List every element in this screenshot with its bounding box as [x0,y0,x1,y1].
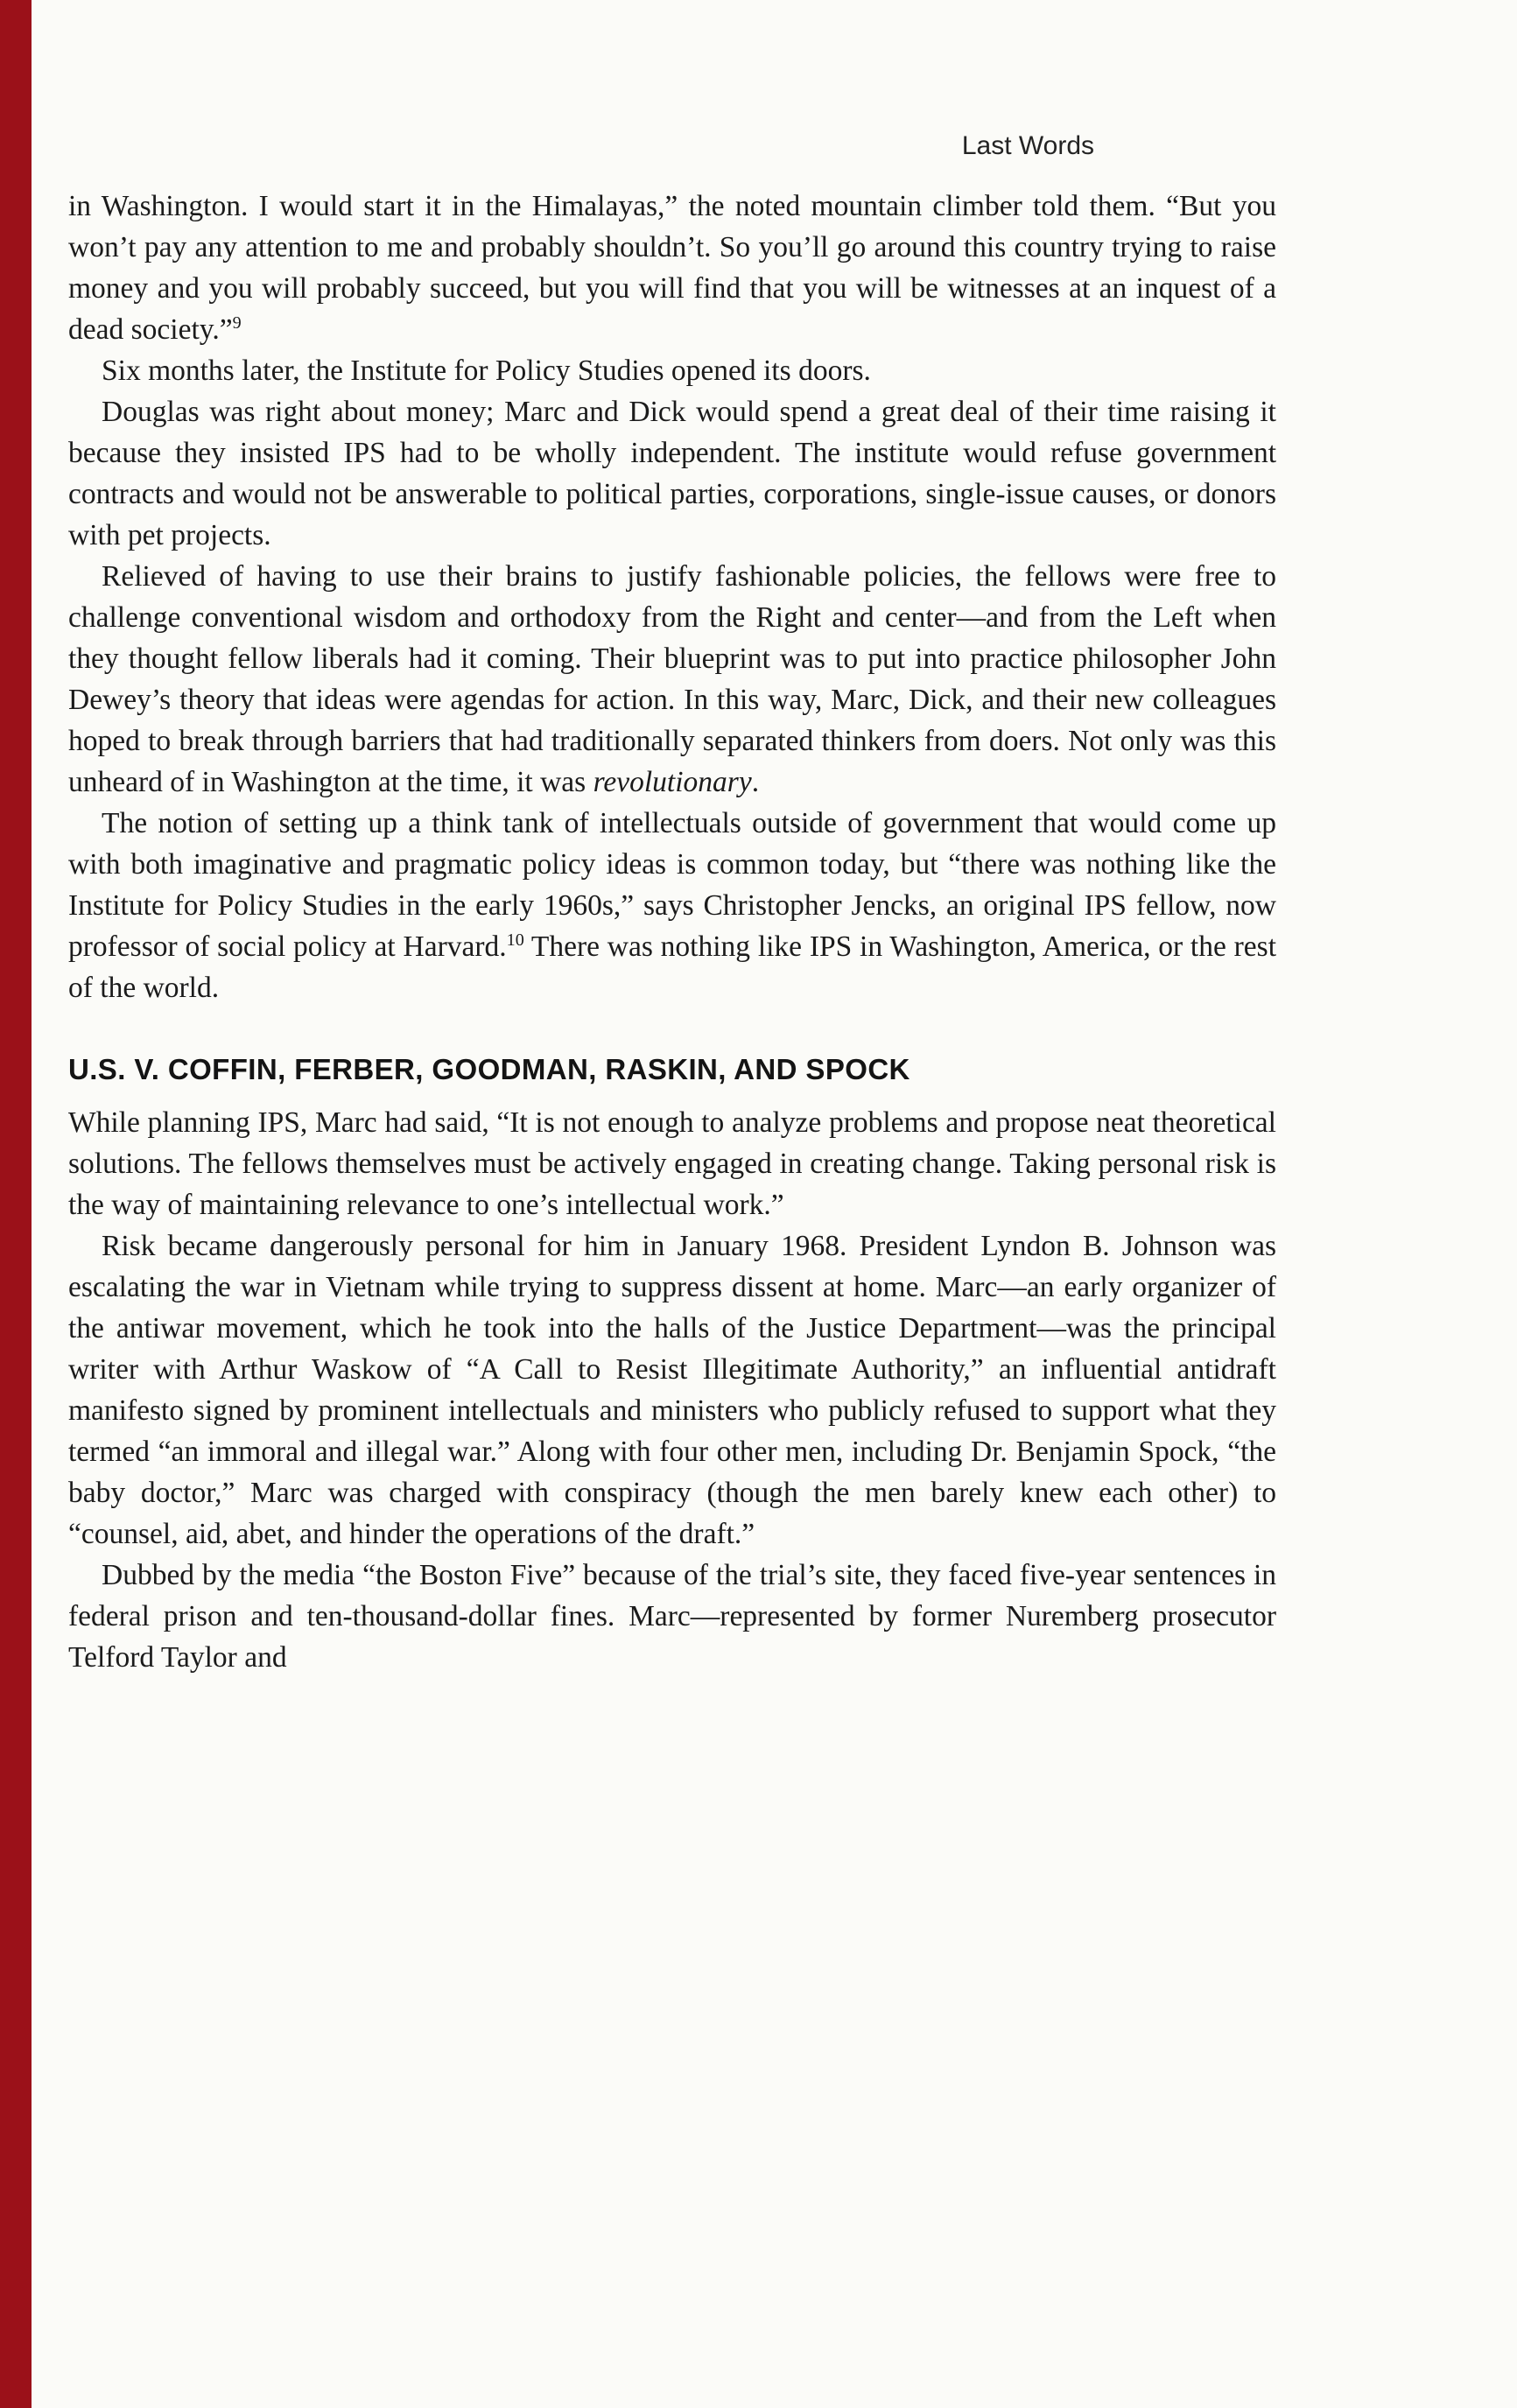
paragraph [68,1555,1276,1678]
text-run: There was nothing like IPS in Washington, America, or the rest of the world. [68,930,1277,1004]
footnote-reference: 10 [506,930,524,950]
body-text [68,186,1276,1678]
text-run: While planning IPS, Marc had said, “It is not enough to analyze problems and propose neat theoretical solutions. The fellows themselves must be actively engaged in creating change. Taking personal risk is the way of maintaining relevance to one’s intellectual work.” [68,1106,1276,1221]
text-run: Six months later, the Institute for Policy Studies opened its doors. [102,355,871,387]
paragraph [68,391,1276,556]
italic-text: revolutionary [593,766,752,798]
text-run: in Washington. I would start it in the Himalayas,” the noted mountain climber told them. “But you won’t pay any attention to me and probably shouldn’t. So you’ll go around this country trying to raise money and you will probably succeed, but you will find that you will be witnesses at an inquest of a dead society.” [68,190,1276,346]
paragraph [68,803,1276,1008]
page-content [68,0,1276,1678]
text-run: . [751,766,760,798]
paragraph [68,186,1276,350]
page-edge-strip [0,0,32,2408]
paragraph [68,1225,1276,1555]
text-run: Risk became dangerously personal for him in January 1968. President Lyndon B. Johnson was escalating the war in Vietnam while trying to suppress dissent at home. Marc—an early organizer of the antiwar movement, which he took into the halls of the Justice Department—was the principal writer with Arthur Waskow of “A Call to Resist Illegitimate Authority,” an influential antidraft manifesto signed by prominent intellectuals and ministers who publicly refused to support what they termed “an immoral and illegal war.” Along with four other men, including Dr. Benjamin Spock, “the baby doctor,” Marc was charged with conspiracy (though the men barely knew each other) to “counsel, aid, abet, and hinder the operations of the draft.” [68,1230,1276,1550]
paragraph [68,1102,1276,1225]
text-run: Dubbed by the media “the Boston Five” because of the trial’s site, they faced five-year sentences in federal prison and ten-thousand-dollar fines. Marc—represented by former Nuremberg prosecutor Telford Taylor and [68,1559,1276,1674]
text-run: The notion of setting up a think tank of intellectuals outside of government that would come up with both imaginative and pragmatic policy ideas is common today, but “there was nothing like the Institute for Policy Studies in the early 1960s,” says Christopher Jencks, an original IPS fellow, now professor of social policy at Harvard. [68,807,1276,963]
footnote-reference: 9 [232,312,242,333]
text-run: Relieved of having to use their brains to justify fashionable policies, the fellows were free to challenge conventional wisdom and orthodoxy from the Right and center—and from the Left when they thought fellow liberals had it coming. Their blueprint was to put into practice philosopher John Dewey’s theory that ideas were agendas for action. In this way, Marc, Dick, and their new colleagues hoped to break through barriers that had traditionally separated thinkers from doers. Not only was this unheard of in Washington at the time, it was [68,560,1276,798]
text-run: Douglas was right about money; Marc and Dick would spend a great deal of their time raising it because they insisted IPS had to be wholly independent. The institute would refuse government contracts and would not be answerable to political parties, corporations, single-issue causes, or donors with pet projects. [68,396,1276,551]
running-head: Last Words [961,131,1094,160]
paragraph [68,556,1276,803]
section-heading: U.S. V. COFFIN, FERBER, GOODMAN, RASKIN, AND SPOCK [68,1053,910,1085]
paragraph [68,350,1276,391]
